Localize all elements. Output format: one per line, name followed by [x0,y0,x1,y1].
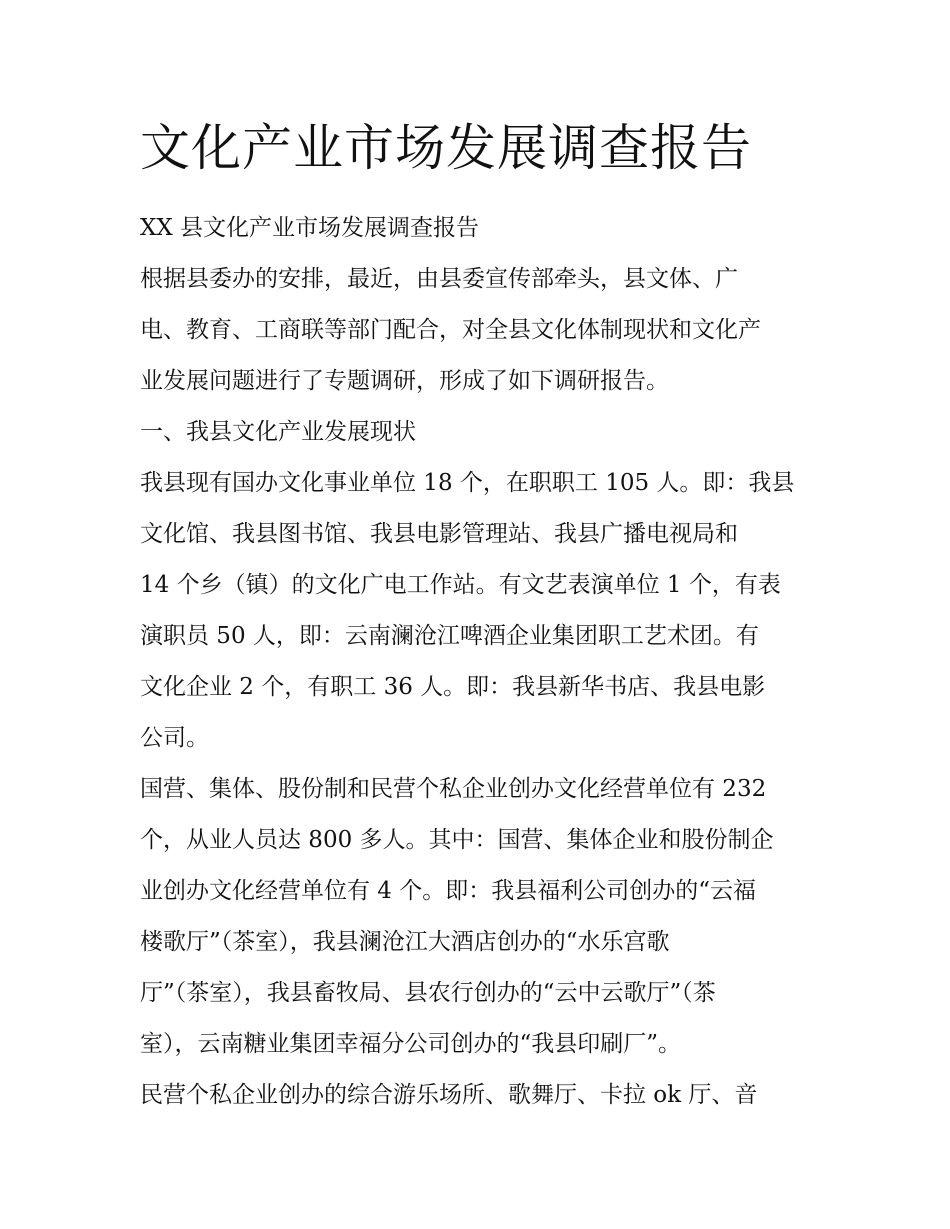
text-line: 文化馆、我县图书馆、我县电影管理站、我县广播电视局和 [140,521,738,547]
business-units-paragraph [140,764,816,1070]
text-line: 民营个私企业创办的综合游乐场所、歌舞厅、卡拉 ok 厅、音 [140,1082,758,1108]
text-line: 一、我县文化产业发展现状 [140,419,416,445]
text-line: 厅”（茶室），我县畜牧局、县农行创办的“云中云歌厅”（茶 [140,980,716,1006]
text-line: 个，从业人员达 800 多人。其中：国营、集体企业和股份制企 [140,827,774,853]
intro-paragraph [140,254,816,407]
text-line: XX 县文化产业市场发展调查报告 [140,215,480,241]
text-line: 公司。 [140,725,209,751]
text-line: 我县现有国办文化事业单位 18 个，在职职工 105 人。即：我县 [140,470,795,496]
section-heading [140,407,816,458]
text-line: 业发展问题进行了专题调研，形成了如下调研报告。 [140,368,669,394]
text-line: 电、教育、工商联等部门配合，对全县文化体制现状和文化产 [140,317,761,343]
text-line: 业创办文化经营单位有 4 个。即：我县福利公司创办的“云福 [140,878,757,904]
text-line: 14 个乡（镇）的文化广电工作站。有文艺表演单位 1 个，有表 [140,572,781,598]
text-line: 根据县委办的安排，最近，由县委宣传部牵头，县文体、广 [140,266,738,292]
text-line: 文化企业 2 个，有职工 36 人。即：我县新华书店、我县电影 [140,674,766,700]
document-body [140,203,816,1121]
text-line: 楼歌厅”（茶室），我县澜沧江大酒店创办的“水乐宫歌 [140,929,670,955]
text-line: 演职员 50 人，即：云南澜沧江啤酒企业集团职工艺术团。有 [140,623,759,649]
page-title: 文化产业市场发展调查报告 [140,119,752,177]
subtitle-paragraph [140,203,816,254]
private-enterprise-paragraph [140,1070,816,1121]
text-line: 室），云南糖业集团幸福分公司创办的“我县印刷厂”。 [140,1031,682,1057]
institutions-paragraph [140,458,816,764]
text-line: 国营、集体、股份制和民营个私企业创办文化经营单位有 232 [140,776,767,802]
